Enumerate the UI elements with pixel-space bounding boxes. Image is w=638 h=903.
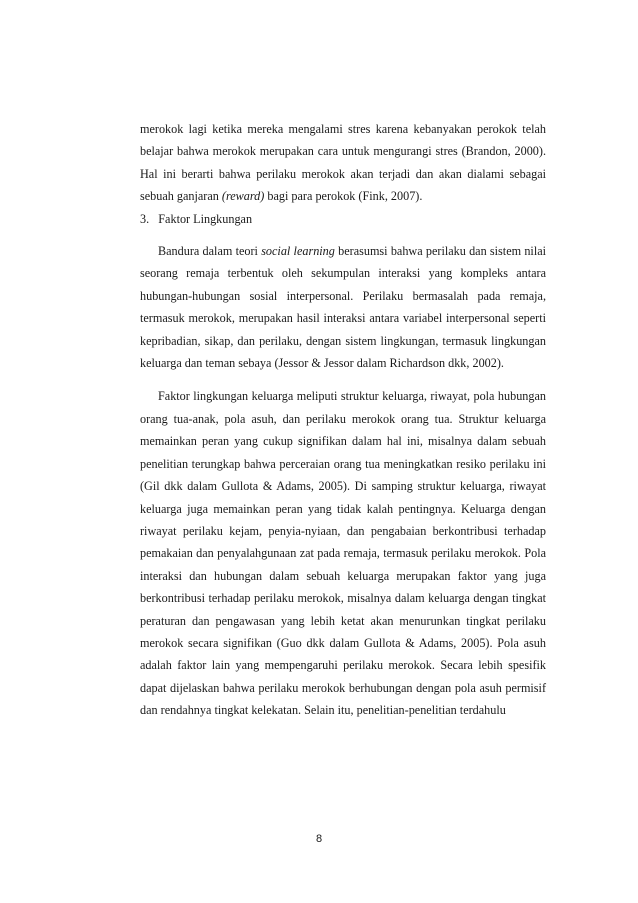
page-body [140,118,546,722]
paragraph-social-learning [140,240,546,374]
paragraph-family-environment: Faktor lingkungan keluarga meliputi struktur keluarga, riwayat, pola hubungan orang tua-anak, pola asuh, dan perilaku merokok orang tua. Struktur keluarga memainkan peran yang cukup signifikan dalam hal ini, misalnya dalam sebuah penelitian terungkap bahwa perceraian orang tua meningkatkan resiko perilaku ini (Gil dkk dalam Gullota & Adams, 2005). Di samping struktur keluarga, riwayat keluarga juga memainkan peran yang tidak kalah pentingnya. Keluarga dengan riwayat perilaku kejam, penyia-nyiaan, dan pengabaian berkontribusi terhadap pemakaian dan penyalahgunaan zat pada remaja, termasuk perilaku merokok. Pola interaksi dan hubungan dalam sebuah keluarga merupakan faktor yang juga berkontribusi terhadap perilaku merokok, misalnya dalam keluarga dengan tingkat peraturan dan pengawasan yang lebih ketat akan menurunkan tingkat perilaku merokok secara signifikan (Guo dkk dalam Gullota & Adams, 2005). Pola asuh adalah faktor lain yang mempengaruhi perilaku merokok. Secara lebih spesifik dapat dijelaskan bahwa perilaku merokok berhubungan dengan pola asuh permisif dan rendahnya tingkat kelekatan. Selain itu, penelitian-penelitian terdahulu [140,389,546,718]
page-number: 8 [315,833,323,845]
paragraph-text: merokok lagi ketika mereka mengalami stres karena kebanyakan perokok telah belajar bahwa merokok merupakan cara untuk mengurangi stres (Brandon, 2000). Hal ini berarti bahwa perilaku merokok akan terjadi dan akan dialami sebagai sebuah ganjaran [140,122,546,204]
paragraph-continuation [140,118,546,208]
paragraph-text: berasumsi bahwa perilaku dan sistem nilai seorang remaja terbentuk oleh sekumpulan interaksi yang kompleks antara hubungan-hubungan sosial interpersonal. Perilaku bermasalah pada remaja, termasuk merokok, merupakan hasil interaksi antara variabel interpersonal seperti kepribadian, sikap, dan perilaku, dengan sistem lingkungan, termasuk lingkungan keluarga dan teman sebaya (Jessor & Jessor dalam Richardson dkk, 2002). [140,244,547,371]
paragraph-text: Bandura dalam teori [158,244,262,259]
paragraph-text: bagi para perokok (Fink, 2007). [264,189,423,204]
italic-term-social-learning: social learning [261,244,335,259]
italic-term-reward: (reward) [221,189,265,204]
section-heading: 3. Faktor Lingkungan [140,211,253,226]
